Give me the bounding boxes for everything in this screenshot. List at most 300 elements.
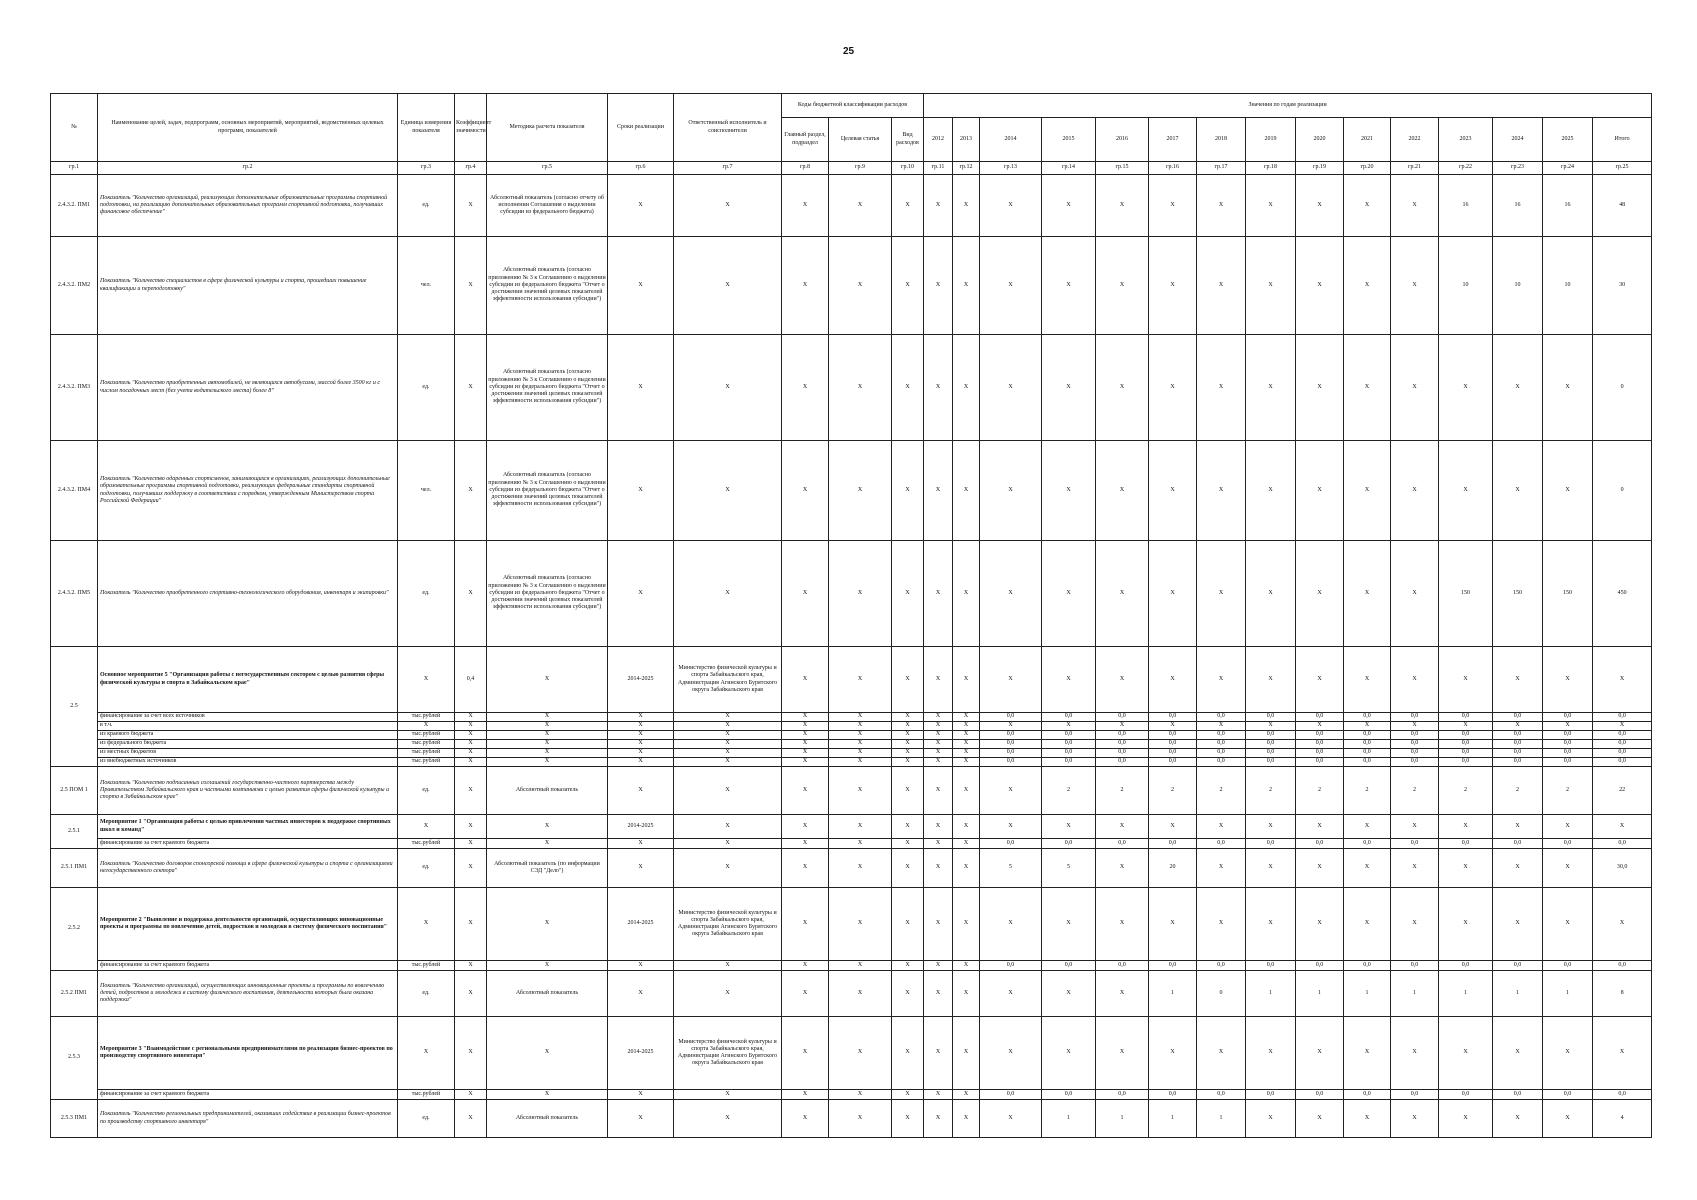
row-year-value: X — [1344, 1100, 1391, 1138]
column-number-cell: гр.6 — [608, 162, 674, 175]
row-responsible: X — [674, 237, 782, 335]
row-year-value: 0,0 — [980, 758, 1042, 767]
row-year-value: 2 — [1042, 767, 1096, 815]
row-year-value: X — [924, 839, 953, 849]
row-year-value: 0,0 — [1096, 961, 1149, 971]
row-responsible: X — [674, 815, 782, 839]
row-year-value: X — [980, 541, 1042, 647]
col-header-method: Методика расчета показателя — [487, 94, 608, 162]
row-code-expense: X — [892, 1090, 924, 1100]
row-year-value: X — [1246, 335, 1296, 441]
row-coefficient: X — [455, 758, 487, 767]
row-year-value: X — [1493, 888, 1543, 961]
row-code-article: X — [829, 961, 892, 971]
col-header-year: 2021 — [1344, 118, 1391, 162]
row-year-value: X — [1391, 237, 1439, 335]
row-unit: X — [398, 722, 455, 731]
row-year-value: 1 — [1344, 971, 1391, 1017]
row-year-value: X — [1543, 441, 1593, 541]
row-year-value: 0,0 — [1493, 1090, 1543, 1100]
row-responsible: X — [674, 335, 782, 441]
row-method: Абсолютный показатель — [487, 767, 608, 815]
row-coefficient: X — [455, 713, 487, 722]
row-code-expense: X — [892, 237, 924, 335]
row-year-value: X — [953, 971, 980, 1017]
row-year-value: 1 — [1149, 971, 1197, 1017]
row-year-value: 16 — [1543, 175, 1593, 237]
row-code-expense: X — [892, 713, 924, 722]
row-year-value: X — [980, 335, 1042, 441]
row-code-expense: X — [892, 335, 924, 441]
row-name: Мероприятие 2 "Выявление и поддержка деятельности организаций, осуществляющих инновационные проекты и программы по вовлечению детей, подростков и молодежи в систему физического воспитания" — [98, 888, 398, 961]
row-year-value: X — [1296, 335, 1344, 441]
row-code-expense: X — [892, 971, 924, 1017]
row-responsible: X — [674, 1100, 782, 1138]
row-year-value: 5 — [980, 849, 1042, 888]
row-terms: X — [608, 961, 674, 971]
row-terms: X — [608, 839, 674, 849]
row-name: из краевого бюджета — [98, 731, 398, 740]
row-year-value: 0,0 — [1391, 839, 1439, 849]
row-year-value: X — [953, 849, 980, 888]
row-year-value: X — [1096, 849, 1149, 888]
row-year-value: 0,0 — [1246, 839, 1296, 849]
row-year-value: X — [924, 1090, 953, 1100]
row-unit: тыс.рублей — [398, 749, 455, 758]
row-year-value: 0,0 — [1149, 758, 1197, 767]
row-year-value: 0,0 — [1042, 731, 1096, 740]
row-year-value: 0,0 — [1149, 731, 1197, 740]
row-year-value: X — [1493, 1017, 1543, 1090]
row-year-value: 0,0 — [1439, 713, 1493, 722]
row-code-section: X — [782, 971, 829, 1017]
row-terms: X — [608, 767, 674, 815]
row-year-value: X — [924, 647, 953, 713]
row-unit: тыс.рублей — [398, 1090, 455, 1100]
row-coefficient: X — [455, 1017, 487, 1090]
row-year-value: X — [953, 1090, 980, 1100]
table-row — [51, 749, 1652, 758]
row-name: Показатель "Количество организаций, реализующих дополнительные образовательные программы спортивной подготовки, на реализацию дополнительных образовательных программ спортивной подготовки, получивших финансовое обеспечение" — [98, 175, 398, 237]
row-year-value: X — [924, 749, 953, 758]
row-coefficient: X — [455, 175, 487, 237]
row-code-article: X — [829, 839, 892, 849]
row-year-value: X — [1096, 541, 1149, 647]
row-year-value: X — [924, 961, 953, 971]
row-year-value: X — [1593, 888, 1652, 961]
row-code-expense: X — [892, 888, 924, 961]
row-year-value: 1 — [1296, 971, 1344, 1017]
row-year-value: X — [1593, 1017, 1652, 1090]
row-code-article: X — [829, 731, 892, 740]
row-year-value: X — [924, 731, 953, 740]
row-year-value: X — [1149, 335, 1197, 441]
row-year-value: X — [1197, 441, 1246, 541]
row-responsible: X — [674, 722, 782, 731]
row-year-value: 0,0 — [1344, 740, 1391, 749]
row-year-value: X — [1042, 888, 1096, 961]
row-year-value: X — [1439, 1017, 1493, 1090]
row-method: X — [487, 749, 608, 758]
row-name: из федерального бюджета — [98, 740, 398, 749]
column-number-cell: гр.15 — [1096, 162, 1149, 175]
row-code-expense: X — [892, 740, 924, 749]
col-header-unit: Единица измерения показателя — [398, 94, 455, 162]
row-year-value: X — [980, 175, 1042, 237]
row-year-value: 2 — [1493, 767, 1543, 815]
row-year-value: 0,0 — [1042, 839, 1096, 849]
row-year-value: X — [953, 731, 980, 740]
row-year-value: 0,0 — [1493, 740, 1543, 749]
row-unit: ед. — [398, 1100, 455, 1138]
row-year-value: X — [1042, 175, 1096, 237]
row-year-value: X — [953, 740, 980, 749]
row-year-value: X — [1439, 888, 1493, 961]
row-year-value: X — [924, 971, 953, 1017]
row-terms: X — [608, 731, 674, 740]
row-method: Абсолютный показатель (согласно приложению № 3 к Соглашению о выделении субсидии из федерального бюджета "Отчет о достижении значений целевых показателей эффективности использования субсидии") — [487, 237, 608, 335]
row-year-value: 0,0 — [980, 839, 1042, 849]
row-year-value: 0,0 — [1296, 713, 1344, 722]
row-code-section: X — [782, 713, 829, 722]
row-year-value: X — [980, 722, 1042, 731]
row-code-section: X — [782, 749, 829, 758]
row-year-value: X — [1391, 335, 1439, 441]
row-year-value: X — [924, 815, 953, 839]
col-header-year: 2025 — [1543, 118, 1593, 162]
row-year-value: 0,0 — [1493, 749, 1543, 758]
row-year-value: 2 — [1246, 767, 1296, 815]
row-unit: тыс.рублей — [398, 839, 455, 849]
row-year-value: 0,0 — [1593, 731, 1652, 740]
column-number-cell: гр.25 — [1593, 162, 1652, 175]
row-unit: тыс.рублей — [398, 740, 455, 749]
row-terms: X — [608, 758, 674, 767]
row-year-value: 1 — [1096, 1100, 1149, 1138]
row-year-value: X — [1344, 647, 1391, 713]
row-code-article: X — [829, 722, 892, 731]
row-code-article: X — [829, 740, 892, 749]
row-year-value: 0,0 — [1439, 758, 1493, 767]
row-code-expense: X — [892, 1017, 924, 1090]
row-responsible: X — [674, 713, 782, 722]
table-row — [51, 888, 1652, 961]
column-number-cell: гр.23 — [1493, 162, 1543, 175]
row-unit: X — [398, 815, 455, 839]
row-unit: X — [398, 647, 455, 713]
row-year-value: 1 — [1149, 1100, 1197, 1138]
row-code-article: X — [829, 767, 892, 815]
row-code-expense: X — [892, 722, 924, 731]
row-coefficient: X — [455, 749, 487, 758]
row-year-value: X — [1042, 971, 1096, 1017]
row-year-value: X — [1149, 815, 1197, 839]
row-year-value: X — [1344, 335, 1391, 441]
row-year-value: X — [1042, 541, 1096, 647]
row-year-value: X — [924, 541, 953, 647]
row-year-value: X — [953, 961, 980, 971]
row-coefficient: 0,4 — [455, 647, 487, 713]
row-year-value: 0,0 — [1439, 961, 1493, 971]
row-year-value: X — [1246, 722, 1296, 731]
row-year-value: 0,0 — [980, 731, 1042, 740]
row-code-section: X — [782, 722, 829, 731]
row-year-value: X — [1543, 335, 1593, 441]
row-year-value: X — [1344, 849, 1391, 888]
row-terms: X — [608, 175, 674, 237]
row-year-value: 0,0 — [1543, 839, 1593, 849]
row-code-section: X — [782, 849, 829, 888]
row-year-value: X — [924, 722, 953, 731]
row-year-value: X — [1391, 888, 1439, 961]
row-year-value: 0 — [1593, 335, 1652, 441]
col-header-values-by-year: Значения по годам реализации — [924, 94, 1652, 118]
row-year-value: 0,0 — [1096, 839, 1149, 849]
row-year-value: X — [1493, 441, 1543, 541]
row-year-value: X — [1296, 1017, 1344, 1090]
row-name: Показатель "Количество специалистов в сфере физической культуры и спорта, прошедших повышение квалификации и переподготовку" — [98, 237, 398, 335]
row-year-value: 0,0 — [1439, 749, 1493, 758]
row-year-value: 1 — [1493, 971, 1543, 1017]
row-terms: X — [608, 713, 674, 722]
row-year-value: 0,0 — [1042, 749, 1096, 758]
row-year-value: 0,0 — [1344, 1090, 1391, 1100]
row-year-value: X — [980, 237, 1042, 335]
row-year-value: 0,0 — [1593, 740, 1652, 749]
row-year-value: X — [1296, 541, 1344, 647]
row-year-value: 0,0 — [1246, 758, 1296, 767]
row-method: Абсолютный показатель (по информации СЭД "Дело") — [487, 849, 608, 888]
row-terms: X — [608, 335, 674, 441]
row-year-value: 0,0 — [1246, 1090, 1296, 1100]
column-number-cell: гр.21 — [1391, 162, 1439, 175]
row-year-value: 0,0 — [1149, 740, 1197, 749]
row-year-value: 0,0 — [1296, 749, 1344, 758]
column-number-cell: гр.10 — [892, 162, 924, 175]
row-year-value: 0,0 — [1096, 1090, 1149, 1100]
row-year-value: X — [1246, 175, 1296, 237]
row-method: Абсолютный показатель (согласно приложению № 3 к Соглашению о выделении субсидии из федерального бюджета "Отчет о достижении значений целевых показателей эффективности использования субсидии") — [487, 335, 608, 441]
row-year-value: X — [1493, 335, 1543, 441]
row-year-value: 0,0 — [1439, 731, 1493, 740]
row-year-value: X — [953, 175, 980, 237]
row-coefficient: X — [455, 731, 487, 740]
row-year-value: 0,0 — [1543, 749, 1593, 758]
row-year-value: 0,0 — [980, 740, 1042, 749]
row-year-value: X — [1197, 1017, 1246, 1090]
row-year-value: X — [1042, 335, 1096, 441]
row-code-section: X — [782, 839, 829, 849]
col-header-section: Главный раздел, подраздел — [782, 118, 829, 162]
row-code-section: X — [782, 335, 829, 441]
row-terms: X — [608, 722, 674, 731]
row-number: 2.4.3.2. ПМ1 — [51, 175, 98, 237]
row-year-value: 1 — [1439, 971, 1493, 1017]
row-year-value: X — [1197, 888, 1246, 961]
row-year-value: X — [1296, 441, 1344, 541]
row-name: финансирование за счет краевого бюджета — [98, 961, 398, 971]
row-responsible: X — [674, 839, 782, 849]
row-year-value: X — [1439, 1100, 1493, 1138]
column-number-cell: гр.2 — [98, 162, 398, 175]
row-responsible: Министерство физической культуры и спорта Забайкальского края, Администрация Агинского Бурятского округа Забайкальского края — [674, 1017, 782, 1090]
row-year-value: X — [1246, 441, 1296, 541]
row-code-expense: X — [892, 839, 924, 849]
row-code-article: X — [829, 815, 892, 839]
row-terms: X — [608, 237, 674, 335]
row-year-value: X — [1593, 815, 1652, 839]
row-year-value: X — [1246, 815, 1296, 839]
row-year-value: X — [924, 1100, 953, 1138]
row-year-value: X — [980, 647, 1042, 713]
row-year-value: X — [924, 888, 953, 961]
row-coefficient: X — [455, 971, 487, 1017]
row-year-value: 0,0 — [1543, 961, 1593, 971]
row-unit: X — [398, 888, 455, 961]
row-responsible: X — [674, 849, 782, 888]
row-year-value: 0,0 — [1197, 749, 1246, 758]
row-year-value: 0,0 — [1096, 731, 1149, 740]
row-code-section: X — [782, 888, 829, 961]
row-year-value: X — [1246, 647, 1296, 713]
row-year-value: X — [1042, 1017, 1096, 1090]
col-header-year: 2018 — [1197, 118, 1246, 162]
row-year-value: X — [1593, 647, 1652, 713]
row-code-article: X — [829, 237, 892, 335]
row-year-value: X — [1096, 971, 1149, 1017]
row-terms: X — [608, 971, 674, 1017]
row-year-value: X — [1543, 888, 1593, 961]
row-year-value: 1 — [1543, 971, 1593, 1017]
row-code-expense: X — [892, 647, 924, 713]
row-year-value: X — [1197, 647, 1246, 713]
row-year-value: 2 — [1391, 767, 1439, 815]
row-name: из местных бюджетов — [98, 749, 398, 758]
row-responsible: X — [674, 971, 782, 1017]
page-number: 25 — [842, 46, 855, 57]
row-year-value: 0,0 — [1543, 713, 1593, 722]
col-header-year: 2019 — [1246, 118, 1296, 162]
row-year-value: 0,0 — [1391, 749, 1439, 758]
row-year-value: 10 — [1543, 237, 1593, 335]
row-code-article: X — [829, 971, 892, 1017]
row-year-value: X — [1197, 722, 1246, 731]
row-method: Абсолютный показатель (согласно приложению № 3 к Соглашению о выделении субсидии из федерального бюджета "Отчет о достижении значений целевых показателей эффективности использования субсидии") — [487, 441, 608, 541]
row-year-value: 16 — [1439, 175, 1493, 237]
row-year-value: 0,0 — [1246, 961, 1296, 971]
column-number-cell: гр.18 — [1246, 162, 1296, 175]
row-year-value: X — [1344, 722, 1391, 731]
row-year-value: 0,0 — [1439, 839, 1493, 849]
row-name: Показатель "Количество приобретенного спортивно-технологического оборудования, инвентаря и экипировки" — [98, 541, 398, 647]
col-header-year: 2023 — [1439, 118, 1493, 162]
row-year-value: X — [1543, 647, 1593, 713]
row-coefficient: X — [455, 815, 487, 839]
row-number: 2.4.3.2. ПМ3 — [51, 335, 98, 441]
row-year-value: X — [1197, 541, 1246, 647]
row-year-value: 22 — [1593, 767, 1652, 815]
col-header-coef: Коэффициент значимости — [455, 94, 487, 162]
row-coefficient: X — [455, 1100, 487, 1138]
row-responsible: X — [674, 731, 782, 740]
row-code-expense: X — [892, 441, 924, 541]
row-year-value: X — [1493, 722, 1543, 731]
row-year-value: X — [953, 758, 980, 767]
row-code-expense: X — [892, 749, 924, 758]
row-year-value: 0 — [1197, 971, 1246, 1017]
row-responsible: X — [674, 767, 782, 815]
row-year-value: 0,0 — [1344, 731, 1391, 740]
column-number-cell: гр.24 — [1543, 162, 1593, 175]
row-year-value: 0,0 — [1296, 839, 1344, 849]
row-year-value: 2 — [1149, 767, 1197, 815]
row-year-value: 0,0 — [1391, 713, 1439, 722]
table-row — [51, 740, 1652, 749]
row-year-value: 0,0 — [1493, 713, 1543, 722]
row-code-section: X — [782, 237, 829, 335]
row-year-value: 20 — [1149, 849, 1197, 888]
row-name: Показатель "Количество договоров спонсорской помощи в сфере физической культуры и спорта с организациями негосударственного сектора" — [98, 849, 398, 888]
row-unit: X — [398, 1017, 455, 1090]
row-year-value: X — [1391, 849, 1439, 888]
row-year-value: 0,0 — [1439, 1090, 1493, 1100]
row-year-value: X — [1296, 849, 1344, 888]
row-year-value: 0 — [1593, 441, 1652, 541]
row-year-value: 450 — [1593, 541, 1652, 647]
row-coefficient: X — [455, 961, 487, 971]
row-year-value: 0,0 — [1593, 749, 1652, 758]
row-coefficient: X — [455, 335, 487, 441]
row-year-value: X — [924, 767, 953, 815]
row-code-article: X — [829, 541, 892, 647]
row-year-value: X — [953, 722, 980, 731]
row-year-value: X — [924, 758, 953, 767]
row-terms: X — [608, 1090, 674, 1100]
column-number-cell: гр.19 — [1296, 162, 1344, 175]
row-year-value: X — [1391, 722, 1439, 731]
column-number-cell: гр.8 — [782, 162, 829, 175]
row-year-value: 0,0 — [1344, 961, 1391, 971]
row-year-value: X — [1149, 1017, 1197, 1090]
row-unit: тыс.рублей — [398, 713, 455, 722]
col-header-year: 2020 — [1296, 118, 1344, 162]
row-year-value: X — [1344, 541, 1391, 647]
row-year-value: X — [1096, 441, 1149, 541]
row-year-value: 0,0 — [980, 713, 1042, 722]
row-year-value: X — [1439, 815, 1493, 839]
row-year-value: 0,0 — [980, 749, 1042, 758]
row-year-value: X — [1344, 888, 1391, 961]
row-year-value: 48 — [1593, 175, 1652, 237]
row-year-value: X — [953, 749, 980, 758]
row-year-value: X — [1391, 441, 1439, 541]
row-code-article: X — [829, 175, 892, 237]
row-year-value: 0,0 — [1296, 1090, 1344, 1100]
column-number-cell: гр.3 — [398, 162, 455, 175]
row-code-article: X — [829, 441, 892, 541]
row-name: финансирование за счет всех источников — [98, 713, 398, 722]
row-year-value: 0,0 — [1246, 713, 1296, 722]
row-year-value: 0,0 — [1246, 731, 1296, 740]
row-year-value: 0,0 — [1149, 961, 1197, 971]
row-name: Мероприятие 3 "Взаимодействие с региональными предпринимателями по реализации бизнес-проектов по производству спортивного инвентаря" — [98, 1017, 398, 1090]
row-year-value: X — [924, 740, 953, 749]
row-method: Абсолютный показатель (согласно приложению № 3 к Соглашению о выделении субсидии из федерального бюджета "Отчет о достижении значений целевых показателей эффективности использования субсидии") — [487, 541, 608, 647]
row-year-value: X — [1296, 237, 1344, 335]
row-year-value: 0,0 — [1296, 740, 1344, 749]
header-row-1 — [51, 94, 1652, 118]
table-row — [51, 441, 1652, 541]
